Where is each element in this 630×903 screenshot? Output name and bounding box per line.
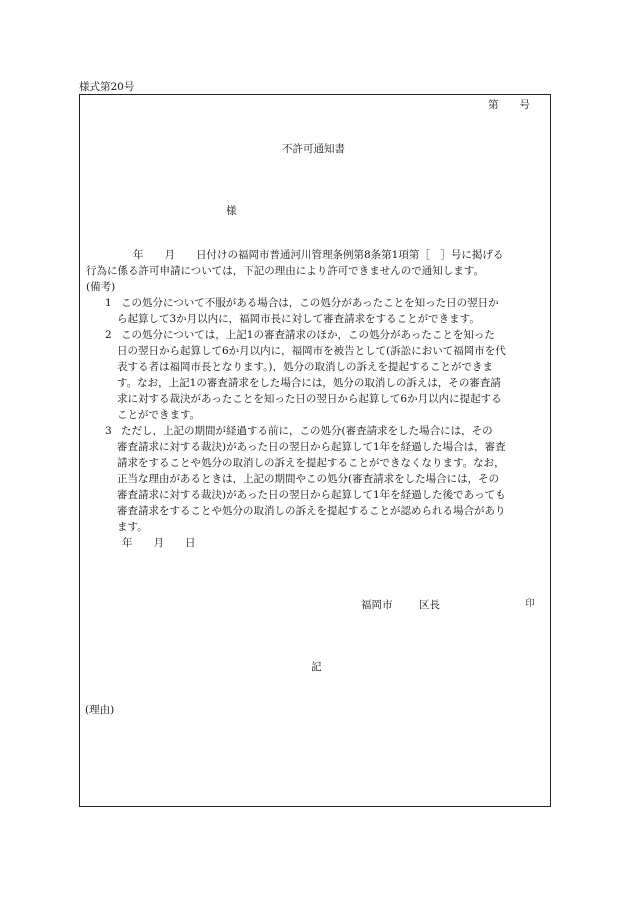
ki-heading: 記 [311,661,322,673]
issuer-city: 福岡市 [361,599,393,611]
note-line: 正当な理由があるときは，上記の期間やこの処分(審査請求をした場合には，その [117,473,500,485]
seal-icon: 印 [525,599,535,609]
addressee-suffix: 様 [226,205,237,217]
note-line: 請求をすることや処分の取消しの訴えを提起することができなくなります。なお， [117,457,505,469]
note-line: 日の翌日から起算して6か月以内に，福岡市を被告として(訴訟において福岡市を代 [117,345,506,357]
note-line: 審査請求に対する裁決)があった日の翌日から起算して1年を経過した後であっても [117,489,506,501]
note-line: 求に対する裁決があったことを知った日の翌日から起算して6か月以内に提起する [117,393,502,405]
note-line: ことができます。 [117,409,201,421]
note-line: 表する者は福岡市長となります。)，処分の取消しの訴えを提起することができま [117,361,494,373]
note-number: 3 [105,425,112,437]
note-line: ら起算して3か月以内に，福岡市長に対して審査請求をすることができます。 [117,313,480,325]
note-line: 審査請求に対する裁決)があった日の翌日から起算して1年を経過した場合は，審査 [117,441,506,453]
document-frame [79,94,551,807]
note-number: 2 [105,329,112,341]
note-line: この処分について不服がある場合は，この処分があったことを知った日の翌日か [121,297,499,309]
reason-label: (理由) [85,704,115,716]
document-title: 不許可通知書 [282,143,345,155]
issuer-ward-head: 区長 [419,599,440,611]
note-number: 1 [105,297,112,309]
note-line: 審査請求をすることや処分の取消しの訴えを提起することが認められる場合があり [117,505,506,517]
intro-line-1: 年 月 日付けの福岡市普通河川管理条例第8条第1項第［ ］号に掲げる [133,249,504,261]
note-line: ます。 [117,521,148,533]
seal-mark [524,597,536,610]
note-line: す。なお，上記1の審査請求をした場合には，処分の取消しの訴えは，その審査請 [117,377,501,389]
date-line: 年 月 日 [122,537,196,549]
form-number: 様式第20号 [79,81,135,93]
note-line: この処分については，上記1の審査請求のほか，この処分があったことを知った [121,329,495,341]
document-number: 第 号 [488,99,530,111]
note-line: ただし，上記の期間が経過する前に，この処分(審査請求をした場合には，その [121,425,493,437]
remarks-label: (備考) [86,281,116,293]
intro-line-2: 行為に係る許可申請については，下記の理由により許可できませんので通知します。 [86,265,484,277]
